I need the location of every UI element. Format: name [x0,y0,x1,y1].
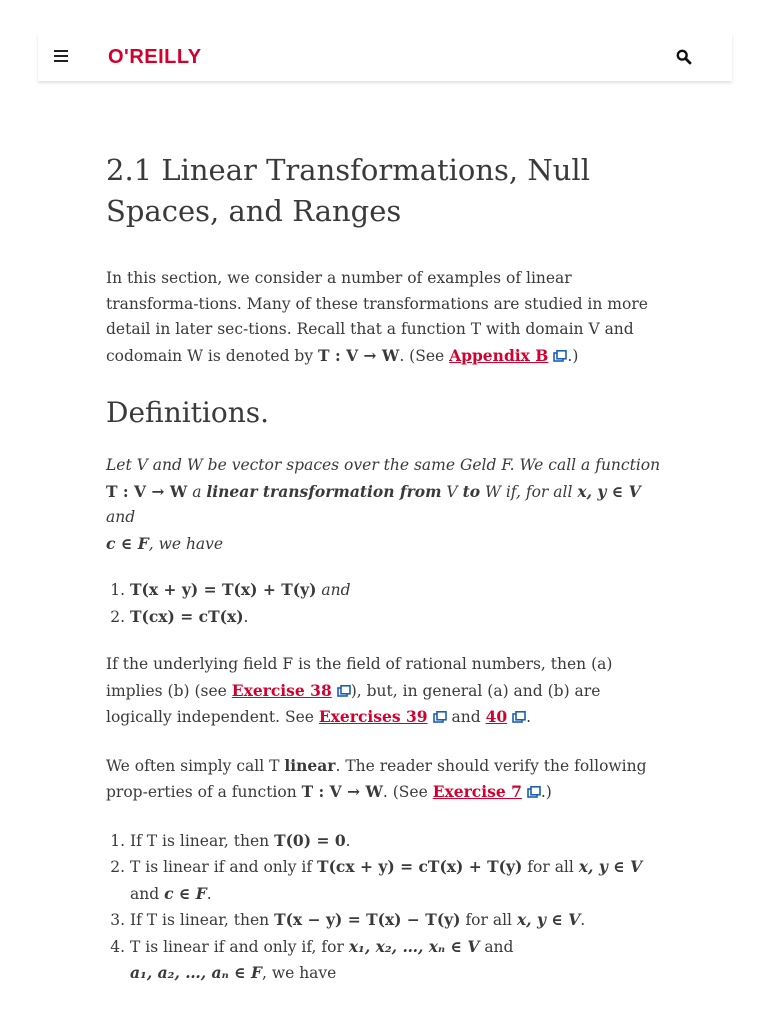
article-content [106,150,666,987]
paragraph-text: .) [540,783,552,801]
linear-paragraph [106,753,666,806]
list-text: for all [522,858,579,876]
external-link-icon[interactable] [337,685,351,697]
external-link-icon[interactable] [433,711,447,723]
list-item [130,854,666,907]
list-item [130,577,666,604]
appendix-b-link[interactable]: Appendix B [449,345,549,365]
math-expression: x, y ∈ V [577,481,641,501]
paragraph-text: ), but, in general (a) and (b) are logically independent. See [106,681,601,726]
list-item [130,934,666,987]
properties-list [106,828,666,987]
search-icon[interactable] [676,49,694,67]
math-expression: T : V → W [106,481,188,501]
paragraph-text: If the underlying field F is the field of rational numbers, then (a) implies (b) (see [106,655,613,700]
math-expression: x₁, x₂, …, xₙ ∈ V [348,936,480,956]
math-expression: T(cx + y) = cT(x) + T(y) [317,857,523,876]
math-expression: a₁, a₂, …, aₙ ∈ F [130,963,262,982]
math-expression: T : V → W [301,782,383,801]
definition-text: V [441,482,463,501]
list-text: T is linear if and only if [130,858,318,876]
paragraph-text: . The reader should verify the following prop-erties of a function [106,756,647,801]
list-text: and [316,581,351,599]
intro-text: . (See [399,346,450,365]
list-text: , we have [261,964,337,982]
external-link-icon[interactable] [512,711,526,723]
intro-text: .) [567,346,579,365]
list-text: If T is linear, then [130,911,275,929]
list-text: . [206,884,212,903]
oreilly-logo[interactable]: O'REILLY [108,46,202,68]
math-expression: T(0) = 0 [274,830,346,850]
exercises-39-link[interactable]: Exercises 39 [318,707,428,726]
paragraph-text: We often simply call T [106,756,285,775]
list-text: and [130,884,165,903]
list-item [130,907,666,934]
intro-paragraph [106,266,666,369]
math-expression: T(x − y) = T(x) − T(y) [274,910,461,929]
paragraph-text: . (See [382,783,433,801]
paragraph-text: and [446,708,486,726]
section-title: 2.1 Linear Transformations, Null Spaces, and Ranges [106,153,590,228]
definition-text: , we have [148,534,224,553]
definition-text: Let V and W be vector spaces over the same Geld F. We call a function [106,456,661,474]
definition-text: a [187,482,207,501]
bold-term: linear [284,755,336,775]
list-text: . [243,607,249,626]
math-expression: c ∈ F [106,533,149,553]
list-item [130,604,666,631]
list-text: and [479,937,514,956]
exercise-38-link[interactable]: Exercise 38 [231,680,332,700]
hamburger-menu-icon[interactable] [54,50,68,63]
list-text: . [345,831,351,850]
definition-conditions-list [106,577,666,630]
external-link-icon[interactable] [553,350,567,362]
definition-text: W if, for all [480,482,578,501]
math-expression: c ∈ F [164,883,207,903]
list-item [130,828,666,855]
math-expression: x, y ∈ V [578,857,643,876]
exercise-40-link[interactable]: 40 [485,707,508,726]
top-navigation-bar [38,33,732,81]
exercise-7-link[interactable]: Exercise 7 [432,782,522,801]
math-expression: T(x + y) = T(x) + T(y) [130,580,317,599]
list-text: for all [460,911,517,929]
math-expression: x, y ∈ V [516,910,581,929]
external-link-icon[interactable] [527,786,541,798]
definitions-heading: Definitions. [106,396,270,429]
intro-text: In this section, we consider a number of examples of linear transforma-tions. Many of these transformations are studied in more detail in later sec-tions. Recall that a function T with domain V and codomain W is denoted by [106,269,648,365]
definition-term: linear transformation from [206,481,442,501]
list-text: T is linear if and only if, for [130,937,349,956]
paragraph-text: . [526,708,532,726]
definition-paragraph [106,453,666,557]
definition-term: to [462,481,481,501]
list-text: . [580,911,586,929]
field-paragraph [106,652,666,731]
math-expression: T(cx) = cT(x) [130,606,244,626]
definition-text: and [106,508,136,526]
math-expression: T : V → W [318,345,400,365]
list-text: If T is linear, then [130,831,275,850]
